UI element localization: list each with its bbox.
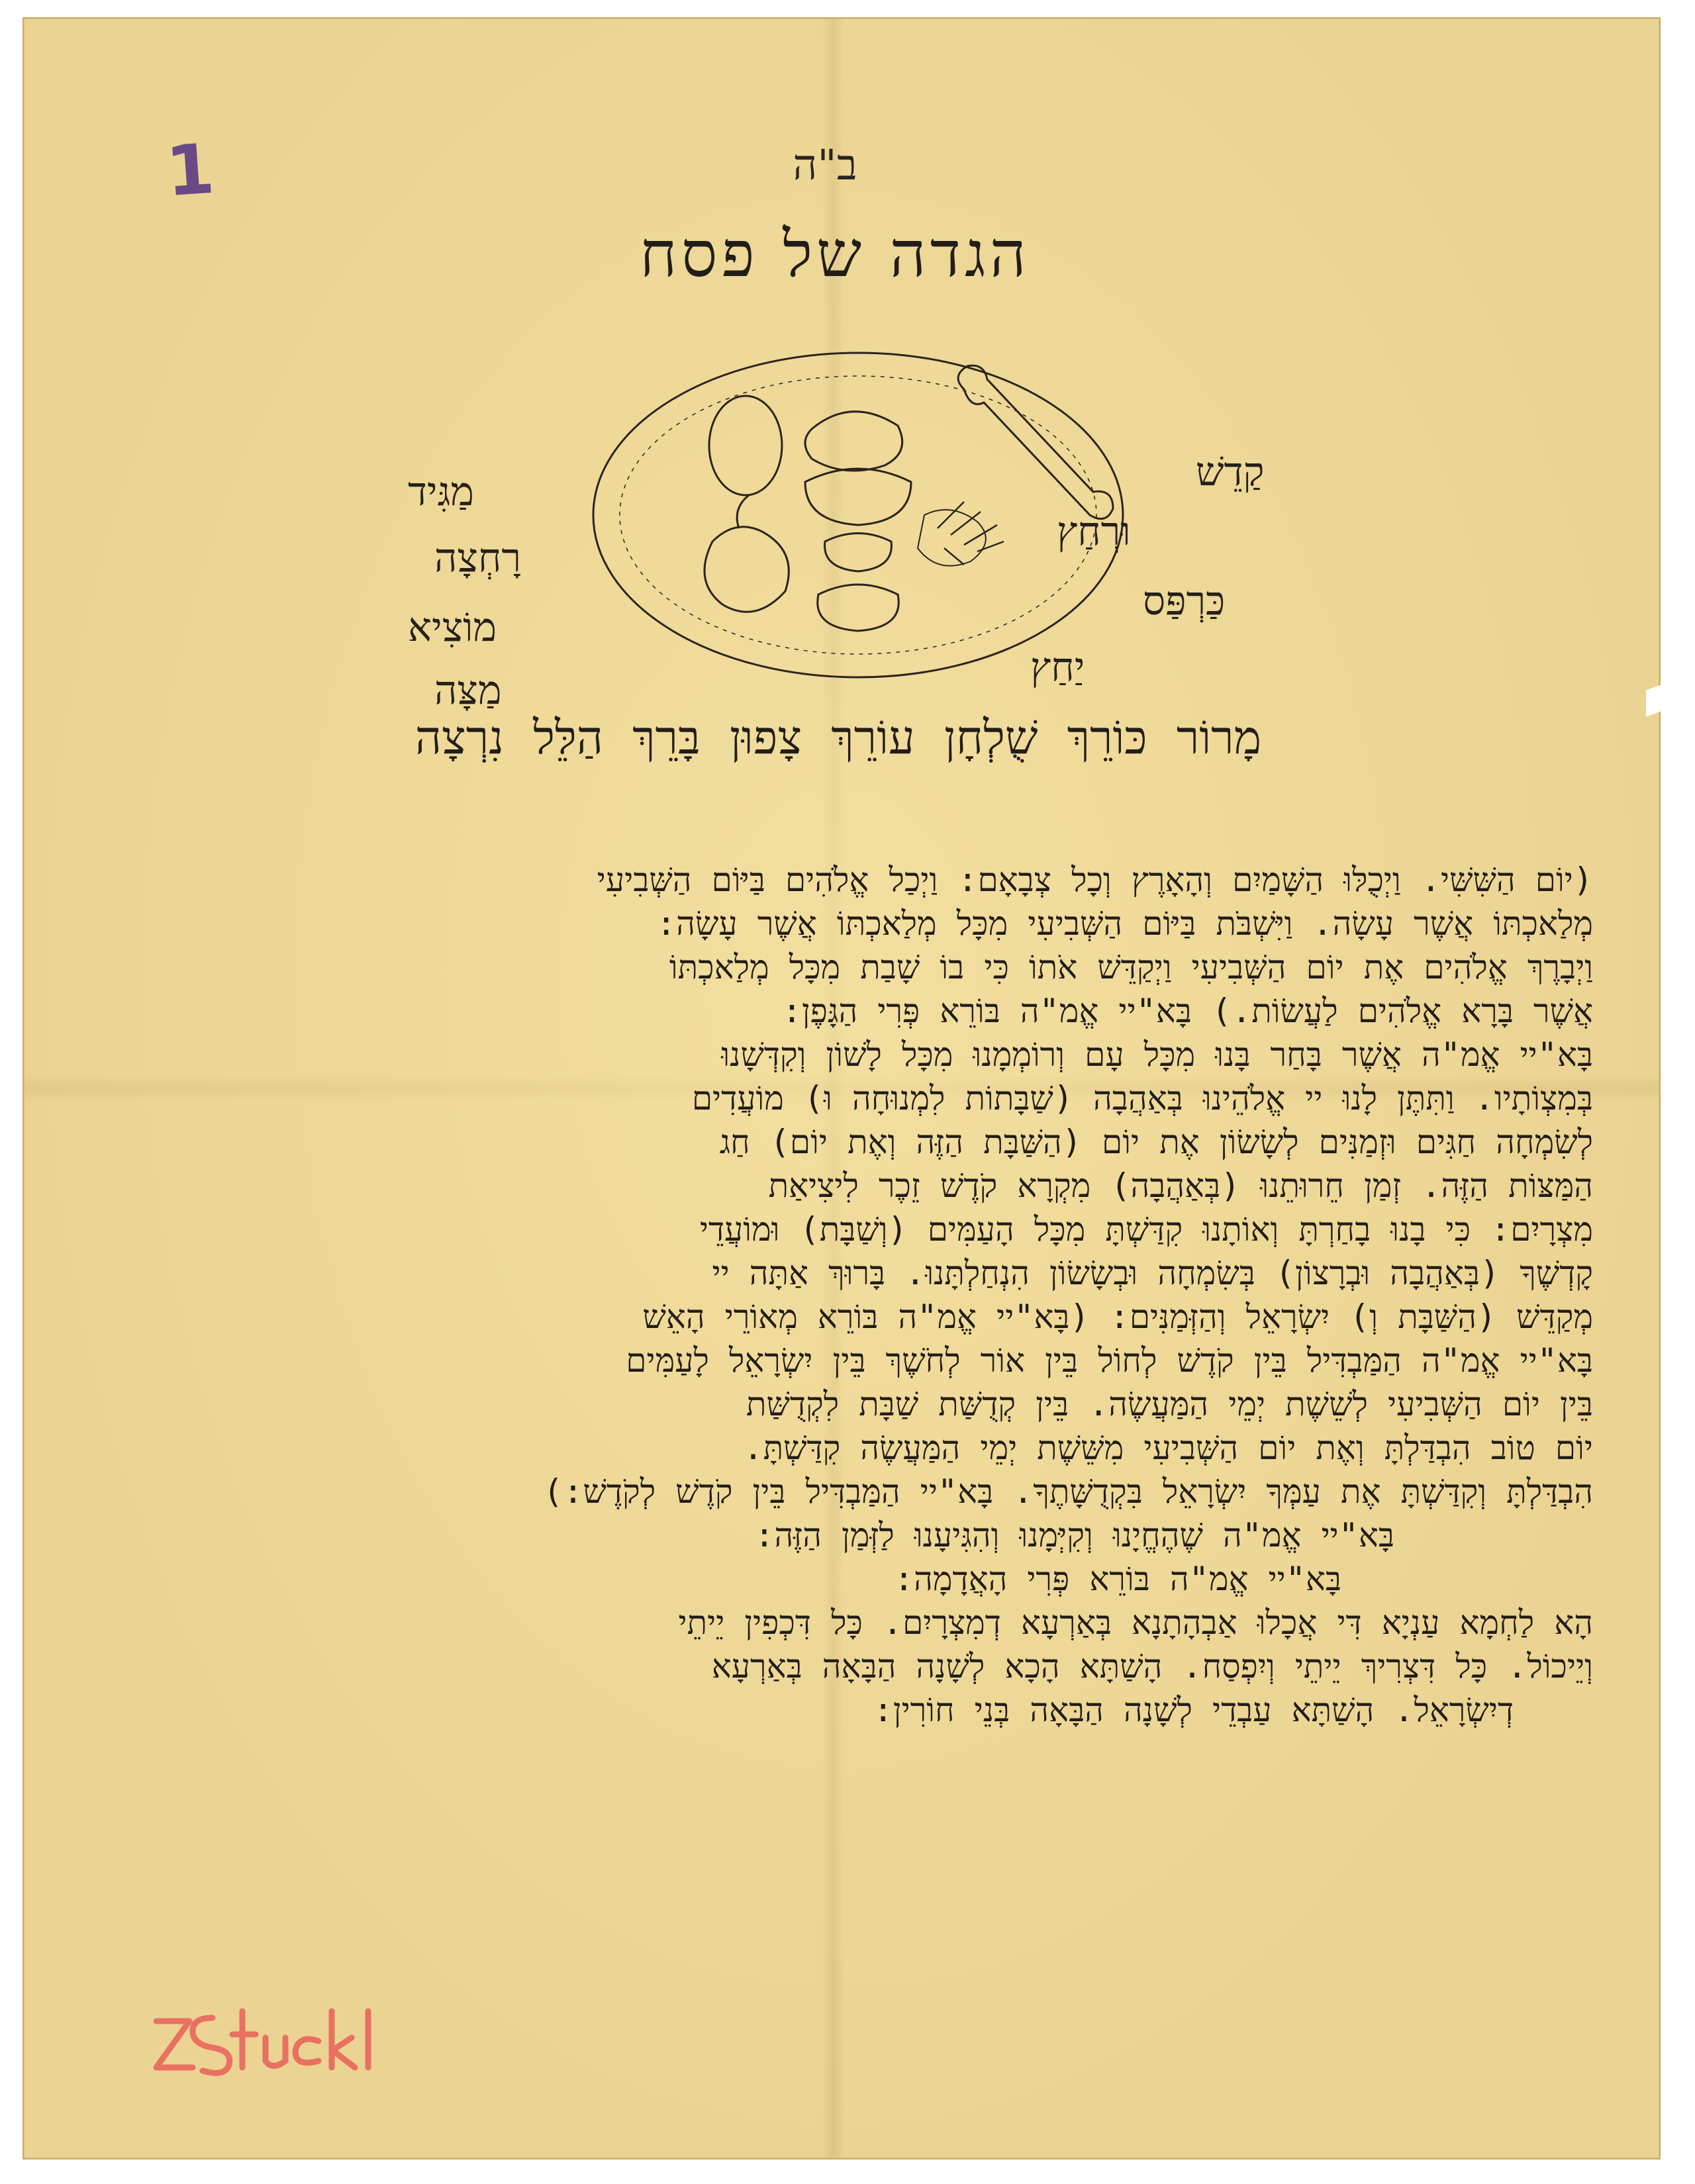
torn-edge (1646, 684, 1663, 716)
text-line: קָדְשֶׁךָ (בְּאַהֲבָה וּבְרָצוֹן) בְּשִׂמְחָה וּבְשָׂשׂוֹן הִנְחַלְתָּנוּ. בָּרוּךְ אַתָּה יי (712, 1254, 1593, 1292)
maror-leaves-icon (938, 502, 1004, 565)
text-line: מְלַאכְתּוֹ אֲשֶׁר עָשָׂה. וַיִּשְׁבֹּת בַּיּוֹם הַשְּׁבִיעִי מִכָּל מְלַאכְתּוֹ אֲשֶׁר עָשָׂה: (656, 904, 1593, 943)
text-line: אֲשֶׁר בָּרָא אֱלֹהִים לַעֲשׂוֹת.) בָּא"יי אֱמ"ה בּוֹרֵא פְּרִי הַגָּפֶן: (781, 992, 1593, 1030)
text-line: לְשִׂמְחָה חַגִּים וּזְמַנִּים לְשָׂשׂוֹן אֶת יוֹם (הַשַּׁבָּת הַזֶּה וְאֶת יוֹם) חַג (719, 1123, 1593, 1161)
kiddush-text-block (117, 859, 1593, 1733)
page-title: הגדה של פסח (640, 217, 1030, 291)
text-line: הִבְדַּלְתָּ וְקִדַּשְׁתָּ אֶת עַמְּךָ יִשְׂרָאֵל בִּקְדֻשָּׁתֶךָ. בָּא"יי הַמַּבְדִּיל בֵּין קֹדֶשׁ לְקֹדֶשׁ:) (543, 1472, 1593, 1511)
text-line: בֵּין יוֹם הַשְּׁבִיעִי לְשֵׁשֶׁת יְמֵי הַמַּעֲשֶׂה. בֵּין קְדֻשַּׁת שַׁבָּת לִקְדֻשַּׁת (746, 1385, 1593, 1423)
seder-step-matza: מַצָּה (434, 667, 502, 714)
text-line: מִצְרָיִם: כִּי בָנוּ בָחַרְתָּ וְאוֹתָנוּ קִדַּשְׁתָּ מִכָּל הָעַמִּים (וְשַׁבָּת) וּמוֹעֲדֵי (699, 1210, 1593, 1249)
text-line: בְּמִצְוֹתָיו. וַתִּתֶּן לָנוּ יי אֱלֹהֵינוּ בְּאַהֲבָה (שַׁבָּתוֹת לִמְנוּחָה וּ) מוֹעֲדִים (691, 1079, 1593, 1117)
text-line: הָא לַחְמָא עַנְיָא דִּי אֲכָלוּ אַבְהָתָנָא בְּאַרְעָא דְמִצְרָיִם. כָּל דִּכְפִין יֵיתֵי (678, 1603, 1593, 1642)
text-line: מְקַדֵּשׁ (הַשַּׁבָּת וְ) יִשְׂרָאֵל וְהַזְּמַנִּים: (בָּא"יי אֱמ"ה בּוֹרֵא מְאוֹרֵי הָאֵשׁ (642, 1298, 1593, 1336)
fruit-icon (704, 527, 789, 612)
cup-icon (805, 469, 911, 525)
bone-icon (958, 365, 1113, 518)
text-line: וְיֵיכוֹל. כָּל דִּצְרִיךְ יֵיתֵי וְיִפְסַח. הָשַׁתָּא הָכָא לְשָׁנָה הַבָּאָה בְּאַרְעָא (711, 1647, 1593, 1685)
text-line: וַיְבָרֶךְ אֱלֹהִים אֶת יוֹם הַשְּׁבִיעִי וַיְקַדֵּשׁ אֹתוֹ כִּי בוֹ שָׁבַת מִכָּל מְלַאכְתּוֹ (669, 948, 1593, 986)
text-line: דְיִשְׂרָאֵל. הָשַׁתָּא עַבְדֵי לְשָׁנָה הַבָּאָה בְּנֵי חוֹרִין: (873, 1691, 1514, 1729)
seder-steps-bottom-row: מָרוֹר כּוֹרֵךְ שֻׁלְחָן עוֹרֵךְ צָפוּן בָּרֵךְ הַלֵּל נִרְצָה (414, 710, 1262, 765)
plate-rim (593, 353, 1123, 677)
seder-step-rachtza: רָחְצָה (434, 535, 521, 581)
text-line: בָּא"יי אֱמ"ה הַמַּבְדִּיל בֵּין קֹדֶשׁ לְחוֹל בֵּין אוֹר לְחֹשֶׁךְ בֵּין יִשְׂרָאֵל לָעַמִּים (626, 1341, 1593, 1380)
document-sheet (23, 17, 1661, 2160)
seder-step-kadesh: קַדֵשׁ (1196, 449, 1265, 495)
bowl-middle-icon (825, 534, 892, 572)
egg-icon (709, 396, 782, 495)
plate-inner-rim (620, 376, 1096, 654)
text-line: בָּא"יי אֱמ"ה אֲשֶׁר בָּחַר בָּנוּ מִכָּל עָם וְרוֹמְמָנוּ מִכָּל לָשׁוֹן וְקִדְּשָׁנוּ (721, 1035, 1593, 1074)
bowl-top-icon (805, 412, 902, 471)
text-line: בָּא"יי אֱמ"ה שֶׁהֶחֱיָנוּ וְקִיְּמָנוּ וְהִגִּיעָנוּ לַזְּמַן הַזֶּה: (754, 1516, 1394, 1554)
text-line: הַמַּצּוֹת הַזֶּה. זְמַן חֵרוּתֵנוּ (בְּאַהֲבָה) מִקְרָא קֹדֶשׁ זֵכֶר לִיצִיאַת (768, 1166, 1593, 1205)
page-number: 1 (163, 128, 217, 213)
bh-header: ב"ה (793, 141, 857, 190)
seder-step-maggid: מַגִּיד (408, 469, 474, 515)
text-line: בָּא"יי אֱמ"ה בּוֹרֵא פְּרִי הָאֲדָמָה: (894, 1560, 1341, 1598)
fruit-stem (737, 495, 749, 528)
seder-step-yachatz: יַחַץ (1030, 644, 1085, 690)
seder-step-motzi: מוֹצִיא (408, 604, 497, 651)
bowl-bottom-icon (818, 585, 899, 631)
red-signature-stamp (150, 2005, 388, 2077)
text-line: (יוֹם הַשִּׁשִּׁי. וַיְכֻלּוּ הַשָּׁמַיִם וְהָאָרֶץ וְכָל צְבָאָם: וַיְכַל אֱלֹהִים בַּיּוֹם הַשְּׁבִיעִי (597, 861, 1593, 899)
seder-step-karpas: כַּרְפַּס (1143, 578, 1226, 624)
seder-step-urchatz: וּרְחַץ (1057, 508, 1131, 555)
text-line: יוֹם טוֹב הִבְדַּלְתָּ וְאֶת יוֹם הַשְּׁבִיעִי מִשֵּׁשֶׁת יְמֵי הַמַּעֲשֶׂה קִדַּשְׁתָּ. (743, 1429, 1593, 1467)
